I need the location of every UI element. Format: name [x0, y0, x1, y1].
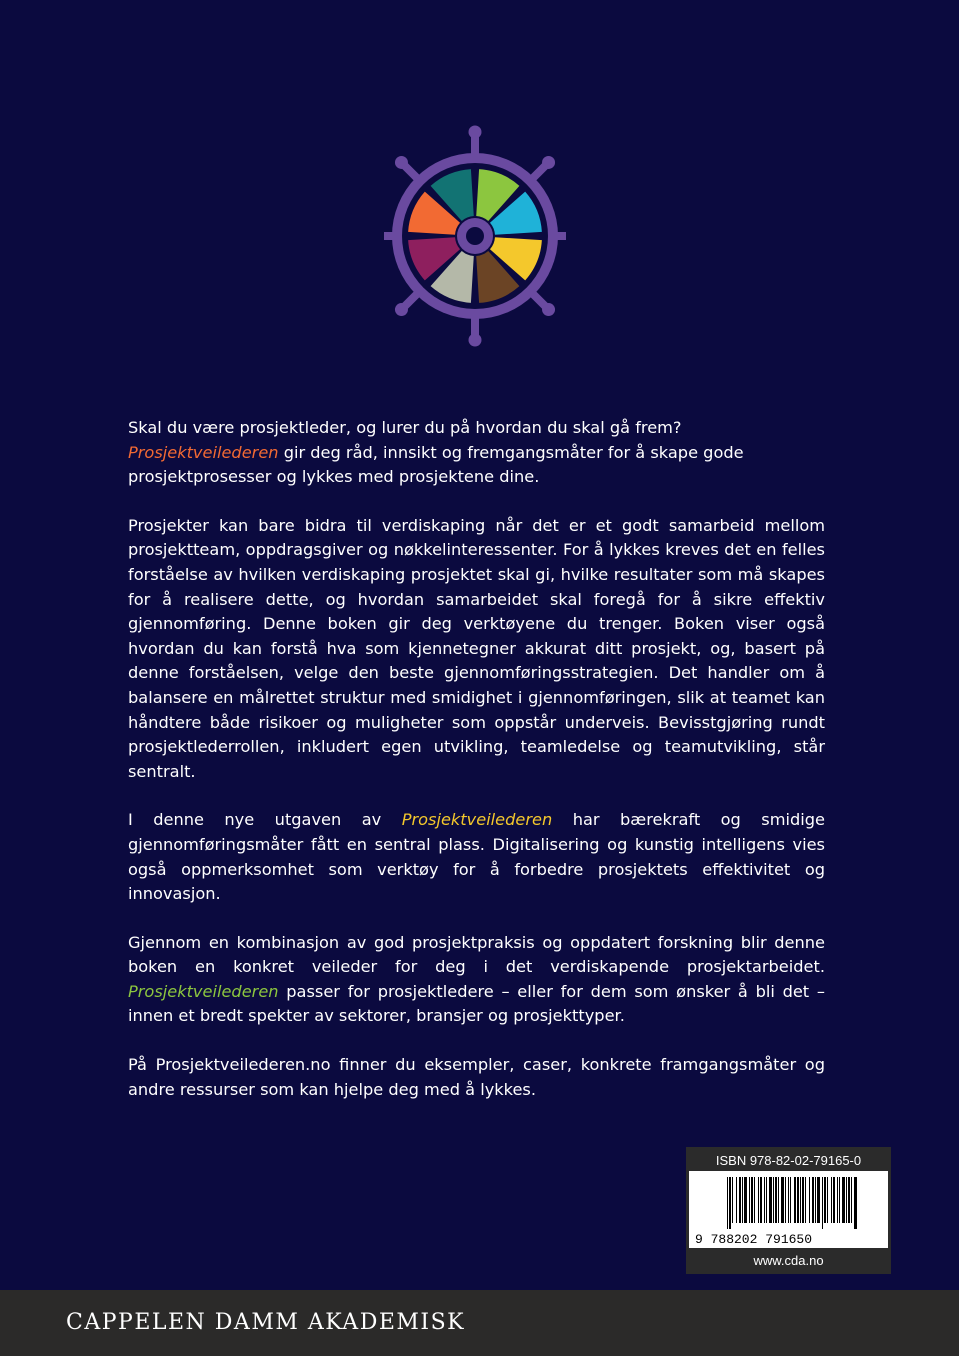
- barcode-bar: [744, 1177, 747, 1223]
- barcode-bar: [827, 1177, 828, 1223]
- barcode-bar: [775, 1177, 777, 1223]
- barcode-bar: [812, 1177, 814, 1223]
- back-cover-blurb: [128, 416, 825, 1126]
- barcode-bar: [822, 1177, 823, 1229]
- publisher-website: www.cda.no: [753, 1253, 824, 1268]
- barcode-bar: [727, 1177, 728, 1229]
- barcode-bar: [754, 1177, 755, 1223]
- book-title-highlight: Prosjektveilederen: [128, 442, 279, 462]
- audience-text-cont: passer for prosjektledere – eller for dem som ønsker å bli det – innen et bredt spekter av sektorer, bransjer og prosjekttyper.: [128, 981, 825, 1026]
- wheel-handle: [469, 126, 482, 139]
- barcode-bar: [824, 1177, 826, 1223]
- barcode-bar: [802, 1177, 804, 1223]
- barcode-bar: [760, 1177, 762, 1223]
- audience-paragraph: [128, 931, 825, 1029]
- barcode-bar: [851, 1177, 852, 1223]
- barcode-bar: [739, 1177, 741, 1223]
- barcode-bar: [839, 1177, 840, 1223]
- barcode-digits: 9 788202 791650: [695, 1232, 813, 1247]
- barcode-bar: [729, 1177, 731, 1229]
- ship-wheel-graphic: [384, 121, 566, 351]
- isbn-number: ISBN 978-82-02-79165-0: [715, 1153, 862, 1168]
- barcode-bar: [781, 1177, 784, 1223]
- barcode-bar: [764, 1177, 765, 1223]
- barcode-bar: [831, 1177, 832, 1223]
- barcode-bar: [842, 1177, 845, 1223]
- barcode-bar: [773, 1177, 774, 1223]
- barcode: [689, 1171, 888, 1248]
- barcode-bar: [797, 1177, 799, 1223]
- wheel-handle: [542, 156, 555, 169]
- barcode-bar: [736, 1177, 737, 1223]
- wheel-handle: [542, 303, 555, 316]
- barcode-bar: [815, 1177, 816, 1223]
- edition-text-cont: har bærekraft og smidige gjennomføringsmåter fått en sentral plass. Digitalisering og kunstig intelligens vies også oppmerksomhet som verktøy for å forbedre prosjektets effektivitet og innovasjon.: [128, 810, 825, 904]
- barcode-bar: [817, 1177, 820, 1223]
- barcode-bar: [785, 1177, 786, 1223]
- barcode-bar: [742, 1177, 743, 1223]
- intro-text: Skal du være prosjektleder, og lurer du på hvordan du skal gå frem?: [128, 418, 682, 437]
- barcode-bar: [790, 1177, 791, 1223]
- barcode-bar: [854, 1177, 857, 1229]
- website-paragraph: På Prosjektveilederen.no finner du eksempler, caser, konkrete framgangsmåter og andre ressurser som kan hjelpe deg med å lykkes.: [128, 1055, 825, 1099]
- barcode-bar: [848, 1177, 850, 1223]
- wheel-handle: [395, 303, 408, 316]
- barcode-bar: [788, 1177, 789, 1223]
- publisher-name: CAPPELEN DAMM AKADEMISK: [66, 1310, 466, 1335]
- isbn-barcode-block: [686, 1147, 891, 1274]
- barcode-bar: [794, 1177, 796, 1223]
- intro-text-cont: gir deg råd, innsikt og fremgangsmåter for å skape gode prosjektprosesser og lykkes med prosjektene dine.: [128, 442, 744, 487]
- barcode-bar: [846, 1177, 847, 1223]
- book-title-highlight: Prosjektveilederen: [401, 810, 553, 830]
- barcode-bar: [809, 1177, 810, 1223]
- barcode-bar: [749, 1177, 750, 1223]
- wheel-handle: [395, 156, 408, 169]
- barcode-bar: [778, 1177, 779, 1223]
- description-paragraph: Prosjekter kan bare bidra til verdiskaping når det er et godt samarbeid mellom prosjektteam, oppdragsgiver og nøkkelinteressenter. For å lykkes kreves det en felles forståelse av hvilken verdiskaping prosjektet skal gi, hvilke resultater som må skapes for å realisere dette, og hvordan samarbeidet skal foregå for å sikre effektiv gjennomføring. Denne boken gir deg verktøyene du trenger. Boken viser også hvordan du kan forstå hva som kjennetegner akkurat ditt prosjekt, og, basert på denne forståelsen, velge den beste gjennomføringsstrategien. Det handler om å balansere en målrettet struktur med smidighet i gjennomføringen, slik at teamet kan håndtere både risikoer og muligheter som oppstår underveis. Bevisstgjøring rundt prosjektlederrollen, inkludert egen utvikling, teamledelse og teamutvikling, står sentralt.: [128, 515, 825, 781]
- barcode-bar: [732, 1177, 733, 1223]
- barcode-bar: [766, 1177, 767, 1223]
- intro-paragraph: [128, 416, 825, 490]
- barcode-bar: [833, 1177, 835, 1223]
- barcode-bar: [751, 1177, 753, 1223]
- book-title-highlight: Prosjektveilederen: [128, 981, 279, 1001]
- barcode-bar: [769, 1177, 772, 1223]
- publisher-footer: [0, 1290, 959, 1356]
- barcode-bar: [800, 1177, 801, 1223]
- barcode-bar: [805, 1177, 806, 1223]
- barcode-bar: [837, 1177, 838, 1223]
- edition-text: I denne nye utgaven av: [128, 810, 402, 830]
- ship-wheel-icon: [384, 121, 566, 351]
- barcode-bars: [689, 1171, 888, 1248]
- barcode-bar: [758, 1177, 759, 1223]
- new-edition-paragraph: [128, 808, 825, 906]
- wheel-handle: [469, 334, 482, 347]
- audience-text: Gjennom en kombinasjon av god prosjektpraksis og oppdatert forskning blir denne boken en konkret veileder for deg i det verdiskapende prosjektarbeidet.: [128, 932, 825, 977]
